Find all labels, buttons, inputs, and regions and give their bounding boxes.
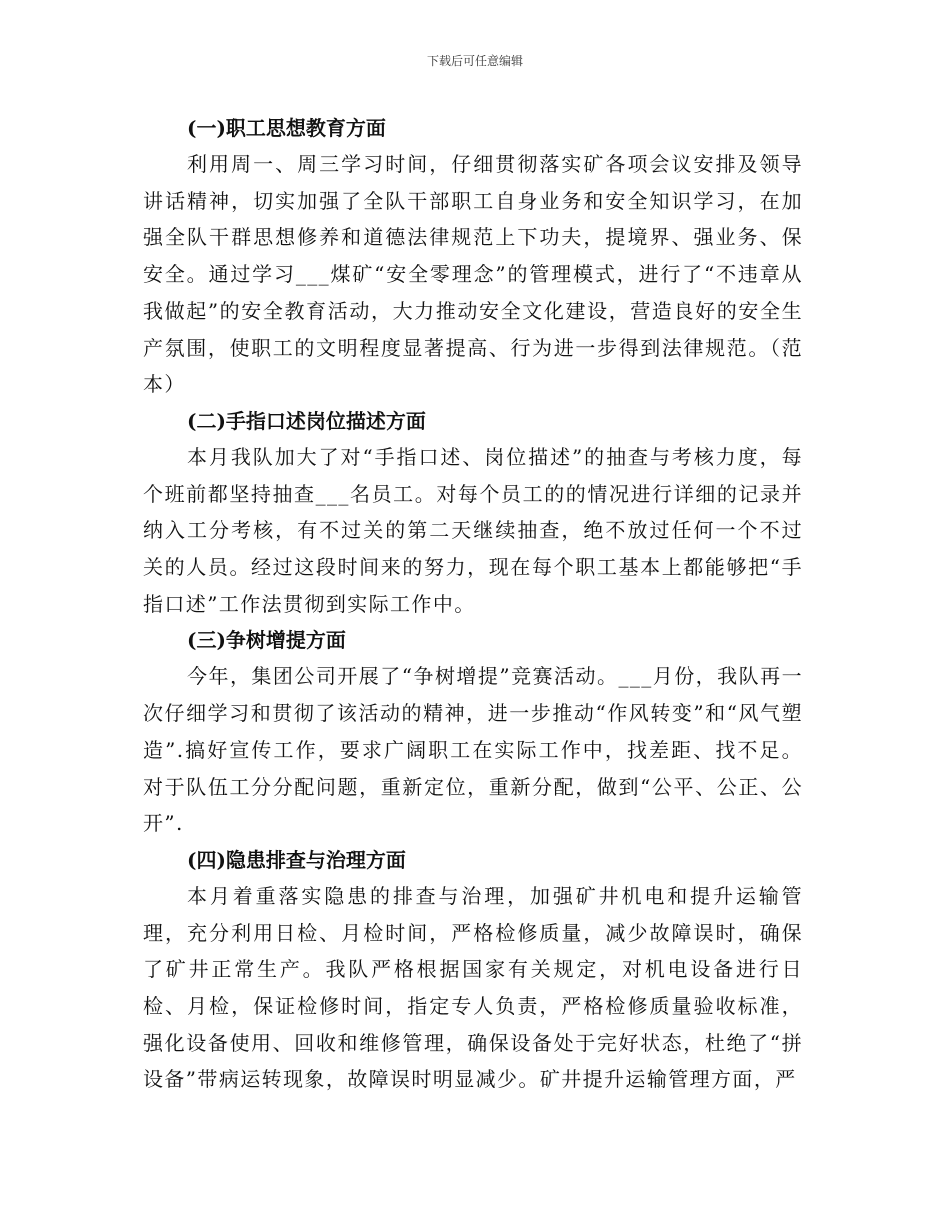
section-paragraph: 本月我队加大了对“手指口述、岗位描述”的抽查与考核力度，每个班前都坚持抽查___名员工。对每个员工的的情况进行详细的记录并纳入工分考核，有不过关的第二天继续抽查，绝不放过任何一个不过关的人员。经过这段时间来的努力，现在每个职工基本上都能够把“手指口述”工作法贯彻到实际工作中。 [143, 444, 803, 616]
section-heading: (三)争树增提方面 [187, 628, 346, 653]
section-heading: (一)职工思想教育方面 [187, 116, 386, 140]
section-competition [143, 622, 803, 842]
section-finger-oral-statement [143, 403, 803, 623]
section-paragraph: 本月着重落实隐患的排查与治理，加强矿井机电和提升运输管理，充分利用日检、月检时间，严格检修质量，减少故障误时，确保了矿井正常生产。我队严格根据国家有关规定，对机电设备进行日检、月检，保证检修时间，指定专人负责，严格检修质量验收标准，强化设备使用、回收和维修管理，确保设备处于完好状态，杜绝了“拼设备”带病运转现象，故障误时明显减少。矿井提升运输管理方面，严 [143, 883, 803, 1092]
section-hazard-inspection [143, 842, 803, 1098]
page-header: 下载后可任意编辑 [426, 54, 523, 68]
section-heading: (四)隐患排查与治理方面 [187, 847, 406, 872]
section-paragraph: 利用周一、周三学习时间，仔细贯彻落实矿各项会议安排及领导讲话精神，切实加强了全队干部职工自身业务和安全知识学习，在加强全队干群思想修养和道德法律规范上下功夫，提境界、强业务、保安全。通过学习___煤矿“安全零理念”的管理模式，进行了“不违章从我做起”的安全教育活动，大力推动安全文化建设，营造良好的安全生产氛围，使职工的文明程度显著提高、行为进一步得到法律规范。（范本） [143, 152, 803, 397]
document-body [143, 110, 803, 1098]
section-heading: (二)手指口述岗位描述方面 [187, 408, 426, 433]
section-staff-education [143, 110, 803, 403]
section-paragraph: 今年，集团公司开展了“争树增提”竞赛活动。___月份，我队再一次仔细学习和贯彻了该活动的精神，进一步推动“作风转变”和“风气塑造”.搞好宣传工作，要求广阔职工在实际工作中，找差距、找不足。对于队伍工分分配问题，重新定位，重新分配，做到“公平、公正、公开”. [143, 664, 803, 836]
